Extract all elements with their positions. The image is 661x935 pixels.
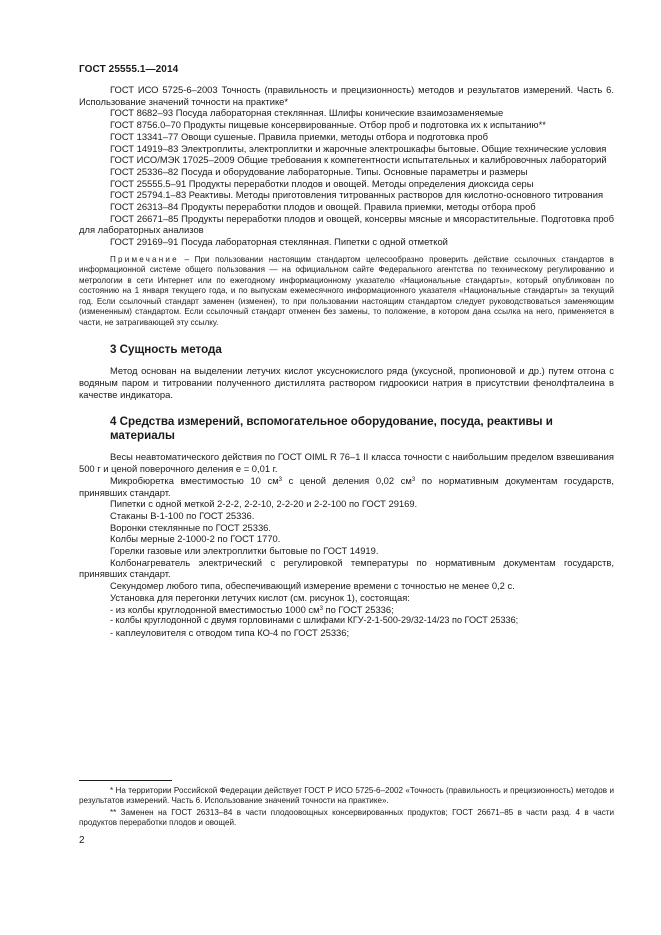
reference-item: ГОСТ 25794.1–83 Реактивы. Методы приготовления титрованных растворов для кислотно-основного титрования: [110, 189, 604, 201]
distillation-unit-paragraph: Установка для перегонки летучих кислот (см. рисунок 1), состоящая:: [110, 591, 410, 603]
heater-paragraph: Колбонагреватель электрический с регулировкой температуры по нормативным документам государств, принявших стандарт.: [79, 556, 614, 580]
beakers-paragraph: Стаканы В-1-100 по ГОСТ 25336.: [110, 509, 255, 521]
reference-item: ГОСТ 8756.0–70 Продукты пищевые консервированные. Отбор проб и подготовка их к испытанию**: [110, 119, 546, 131]
reference-item: ГОСТ 8682–93 Посуда лабораторная стеклянная. Шлифы конические взаимозаменяемые: [110, 107, 504, 119]
footnote-2: ** Заменен на ГОСТ 26313–84 в части плодоовощных консервированных продуктов; ГОСТ 26671–85 в части разд. 4 в части продуктов переработки плодов и овощей.: [79, 807, 614, 828]
reference-item: ГОСТ 25555.5–91 Продукты переработки плодов и овощей. Методы определения диоксида серы: [110, 177, 534, 189]
flask-item: - из колбы круглодонной вместимостью 1000 $см^3$ по ГОСТ 25336;: [110, 603, 394, 615]
footnote-divider: [79, 780, 172, 781]
stopwatch-paragraph: Секундомер любого типа, обеспечивающий измерение времени с точностью не менее 0,2 с.: [110, 580, 515, 592]
reference-item: ГОСТ 26671–85 Продукты переработки плодов и овощей, консервы мясные и мясорастительные. Подготовка проб для лабораторных анализов: [79, 212, 614, 236]
scales-paragraph: Весы неавтоматического действия по ГОСТ OIML R 76–1 II класса точности с наибольшим пределом взвешивания 500 г и ценой поверочного деления e = 0,01 г.: [79, 451, 614, 475]
reference-item: ГОСТ 29169–91 Посуда лабораторная стеклянная. Пипетки с одной отметкой: [110, 236, 448, 248]
reference-item: ГОСТ ИСО 5725-6–2003 Точность (правильность и прецизионность) методов и результатов измерений. Часть 6. Использование значений точности на практике*: [79, 84, 614, 107]
pipettes-paragraph: Пипетки с одной меткой 2-2-2, 2-2-10, 2-2-20 и 2-2-100 по ГОСТ 29169.: [110, 498, 418, 510]
page-number: 2: [79, 835, 85, 846]
drop-catcher-item: - каплеуловителя с отводом типа КО-4 по ГОСТ 25336;: [110, 627, 350, 638]
microburette-paragraph: Микробюретка вместимостью 10 $см^3$ с ценой деления 0,02 $см^3$ по нормативным документам государств, принявших стандарт.: [79, 474, 615, 498]
footnote-1: * На территории Российской Федерации действует ГОСТ Р ИСО 5725-6–2002 «Точность (правильность и прецизионность) методов и результатов измерений. Часть 6. Использование значений точности на практике».: [79, 786, 614, 806]
section-4-body: [79, 451, 614, 638]
two-neck-flask-item: - колбы круглодонной с двумя горловинами с шлифами КГУ-2-1-500-29/32-14/23 по ГОСТ 25336;: [110, 615, 519, 626]
page-header: ГОСТ 25555.1—2014: [79, 64, 179, 75]
reference-item: ГОСТ 14919–83 Электроплиты, электроплитки и жарочные электрошкафы бытовые. Общие технические условия: [110, 142, 607, 154]
section-4-title: 4 Средства измерений, вспомогательное оборудование, посуда, реактивы и материалы: [110, 415, 553, 443]
reference-item: ГОСТ 26313–84 Продукты переработки плодов и овощей. Правила приемки, методы отбора проб: [110, 201, 536, 213]
section-3-title: 3 Сущность метода: [110, 343, 222, 357]
note-text: – При пользовании настоящим стандартом целесообразно проверить действие ссылочных стандартов в информационной системе общего пользования — на официальном сайте Федерального агентства по техническому регулированию и метрологии в сети Интернет или по ежегодному информационному указателю «Национальные стандарты», который опубликован по состоянию на 1 января текущего года, и по выпускам ежемесячного информационного указателя «Национальные стандарты» за текущий год. Если ссылочный стандарт заменен (изменен), то при пользовании настоящим стандартом следует руководствоваться заменяющим (измененным) стандартом. Если ссылочный стандарт отменен без замены, то положение, в котором дана ссылка на него, применяется в части, не затрагивающей эту ссылку.: [79, 254, 614, 327]
reference-item: ГОСТ 13341–77 Овощи сушеные. Правила приемки, методы отбора и подготовка проб: [110, 130, 489, 142]
section-3-text: Метод основан на выделении летучих кислот уксуснокислого ряда (уксусной, пропионовой и др.) путем отгона с водяным паром и титровании полученного дистиллята раствором гидроокиси натрия в присутствии фенолфталеина в качестве индикатора.: [79, 365, 614, 400]
document-body: [79, 84, 614, 639]
flasks-paragraph: Колбы мерные 2-1000-2 по ГОСТ 1770.: [110, 533, 281, 545]
note-paragraph: [79, 255, 614, 329]
funnels-paragraph: Воронки стеклянные по ГОСТ 25336.: [110, 521, 271, 533]
references-list: [79, 84, 614, 248]
section-3-body: [79, 365, 614, 400]
reference-item: ГОСТ 25336–82 Посуда и оборудование лабораторные. Типы. Основные параметры и размеры: [110, 165, 528, 177]
burners-paragraph: Горелки газовые или электроплитки бытовые по ГОСТ 14919.: [110, 545, 379, 557]
reference-item: ГОСТ ИСО/МЭК 17025–2009 Общие требования к компетентности испытательных и калибровочных лабораторий: [110, 154, 607, 166]
note-label: Примечание: [110, 254, 179, 264]
footnotes: [79, 786, 614, 830]
